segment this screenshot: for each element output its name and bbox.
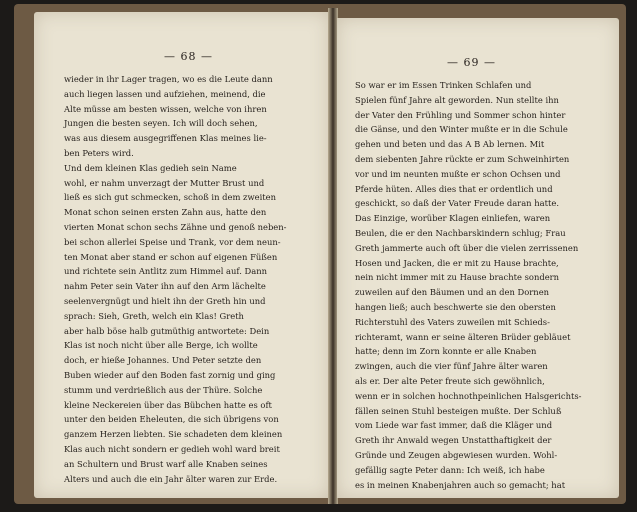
text-line: Greth ihr Anwald wegen Unstatthaftigkeit der (355, 435, 552, 446)
text-line: So war er im Essen Trinken Schlafen und (355, 80, 532, 90)
open-book (14, 4, 626, 504)
text-line: geschickt, so daß der Vater Freude daran hatte. (355, 198, 559, 209)
text-line: Jungen die besten seyen. Ich will doch sehen, (64, 118, 258, 129)
text-line: Und dem kleinen Klas gedieh sein Name (64, 162, 237, 173)
text-line: als er. Der alte Peter freute sich gewöhnlich, (355, 375, 545, 386)
text-line: nein nicht immer mit zu Hause brachte sondern (355, 272, 560, 283)
text-line: Gründe und Zeugen abgewiesen wurden. Wohl- (355, 449, 558, 460)
text-line: ganzem Herzen liebten. Sie schadeten dem kleinen (64, 429, 283, 440)
text-line: doch, er hieße Johannes. Und Peter setzte den (64, 355, 262, 366)
text-line: vor und im neunten mußte er schon Ochsen und (355, 168, 561, 179)
text-line: seelenvergnügt und hielt ihn der Greth hin und (64, 295, 266, 306)
right-page-text (355, 78, 581, 492)
text-line: wenn er in solchen hochnothpeinlichen Halsgerichts- (355, 390, 582, 401)
text-line: hatte; denn im Zorn konnte er alle Knaben (355, 346, 537, 357)
page-number-left: — 68 — (164, 50, 213, 63)
text-line: Buben wieder auf den Boden fast zornig und ging (64, 369, 276, 380)
text-line: was aus diesem ausgegriffenen Klas meines lie- (64, 133, 267, 144)
text-line: Richterstuhl des Vaters zuweilen mit Schieds- (355, 316, 550, 327)
text-line: bei schon allerlei Speise und Trank, vor dem neun- (64, 236, 281, 247)
text-line: ten Monat aber stand er schon auf eigenen Füßen (64, 251, 278, 262)
text-line: Greth jammerte auch oft über die vielen zerrissenen (355, 242, 579, 253)
text-line: wieder in ihr Lager tragen, wo es die Leute dann (64, 74, 273, 84)
text-line: Das Einzige, worüber Klagen einliefen, waren (355, 213, 551, 224)
text-line: Klas ist noch nicht über alle Berge, ich wollte (64, 340, 258, 351)
text-line: ließ es sich gut schmecken, schoß in dem zweiten (64, 192, 276, 203)
text-line: und richtete sein Antlitz zum Himmel auf. Dann (64, 266, 268, 277)
right-page (337, 18, 619, 498)
text-line: gefällig sagte Peter dann: Ich weiß, ich habe (355, 464, 545, 475)
text-line: richteramt, wann er seine älteren Brüder gebläuet (355, 331, 571, 342)
text-line: der Vater den Frühling und Sommer schon hinter (355, 109, 566, 120)
text-line: Hosen und Jacken, die er mit zu Hause brachte, (355, 257, 559, 268)
text-line: Klas auch nicht sondern er gedieh wohl ward breit (64, 443, 280, 454)
text-line: Spielen fünf Jahre alt geworden. Nun stellte ihn (355, 94, 559, 105)
text-line: Pferde hüten. Alles dies that er ordentlich und (355, 183, 553, 194)
text-line: unter den beiden Eheleuten, die sich übrigens von (64, 414, 279, 425)
text-line: aber halb böse halb gutmüthig antwortete: Dein (64, 325, 270, 336)
text-line: es in meinen Knabenjahren auch so gemacht; hat (355, 479, 566, 490)
text-line: sprach: Sieh, Greth, welch ein Klas! Greth (64, 310, 244, 321)
text-line: gehen und beten und das A B Ab lernen. Mit (355, 139, 545, 150)
text-line: ben Peters wird. (64, 147, 134, 158)
text-line: Alte müsse am besten wissen, welche von ihren (64, 103, 267, 114)
text-line: zuweilen auf den Bäumen und an den Dornen (355, 287, 550, 298)
text-line: stumm und verdrießlich aus der Thüre. Solche (64, 384, 263, 395)
text-line: nahm Peter sein Vater ihn auf den Arm lächelte (64, 281, 266, 292)
text-line: die Gänse, und den Winter mußte er in die Schule (355, 124, 568, 135)
left-page (34, 12, 329, 498)
left-page-text (64, 72, 287, 486)
text-line: fällen seinen Stuhl besteigen mußte. Der Schluß (355, 405, 562, 416)
text-line: auch liegen lassen und aufziehen, meinend, die (64, 88, 266, 99)
text-line: Monat schon seinen ersten Zahn aus, hatte den (64, 207, 267, 218)
text-line: zwingen, auch die vier fünf Jahre älter waren (355, 361, 548, 372)
text-line: vom Liede war fast immer, daß die Kläger und (355, 420, 553, 431)
text-line: dem siebenten Jahre rückte er zum Schweinhirten (355, 153, 570, 164)
text-line: hangen ließ; auch beschwerte sie den obersten (355, 301, 556, 312)
text-line: Beulen, die er den Nachbarskindern schlug; Frau (355, 227, 566, 238)
text-line: kleine Neckereien über das Bübchen hatte es oft (64, 399, 272, 410)
page-number-right: — 69 — (447, 56, 496, 69)
text-line: wohl, er nahm unverzagt der Mutter Brust und (64, 177, 265, 188)
text-line: Alters und auch die ein Jahr älter waren zur Erde. (64, 473, 278, 484)
text-line: an Schultern und Brust warf alle Knaben seines (64, 458, 268, 469)
text-line: vierten Monat schon sechs Zähne und genoß neben- (64, 221, 287, 232)
